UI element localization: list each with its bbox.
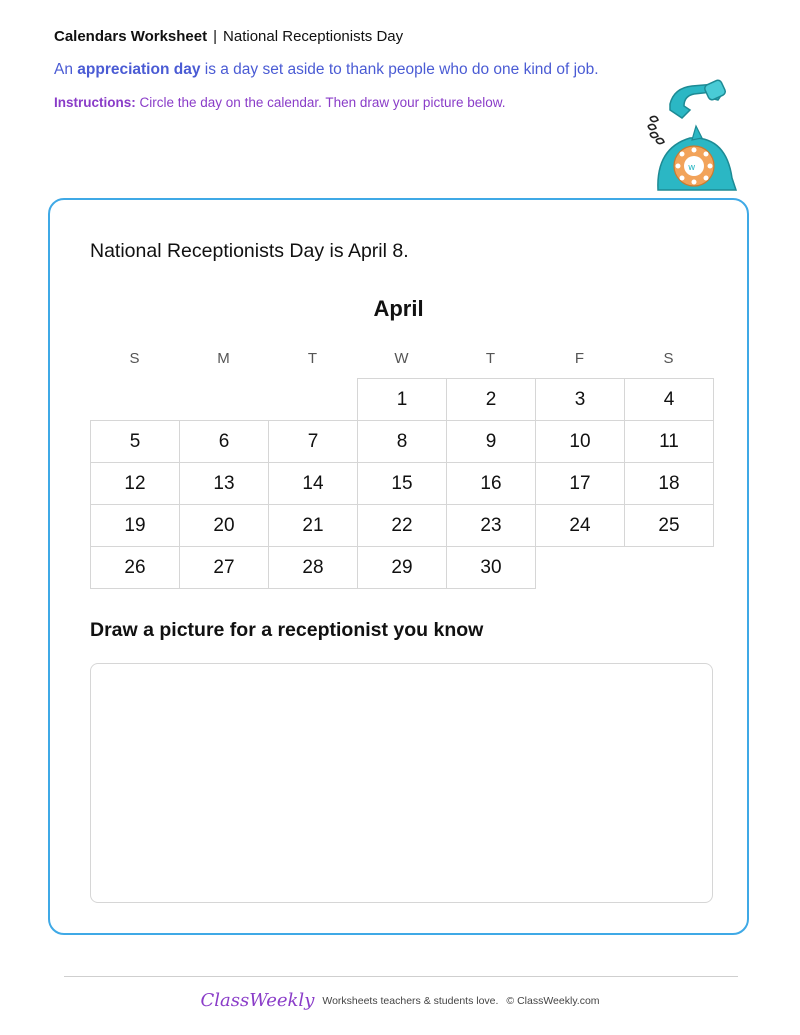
calendar-day[interactable]: 18 <box>624 462 714 505</box>
definition-term: appreciation day <box>77 61 201 78</box>
calendar-day[interactable]: 4 <box>624 378 714 421</box>
instructions <box>54 94 614 112</box>
footer <box>0 990 800 1011</box>
holiday-statement: National Receptionists Day is April 8. <box>90 240 409 262</box>
calendar-day[interactable]: 7 <box>268 420 358 463</box>
calendar-grid <box>90 378 713 588</box>
calendar-day[interactable]: 22 <box>357 504 447 547</box>
worksheet-card <box>48 198 749 935</box>
calendar-day[interactable]: 30 <box>446 546 536 589</box>
weekday-label: T <box>307 350 318 367</box>
worksheet-title <box>54 28 614 46</box>
instructions-text: Circle the day on the calendar. Then draw your picture below. <box>135 95 506 110</box>
calendar-day[interactable]: 28 <box>268 546 358 589</box>
weekday-label: M <box>217 350 230 367</box>
calendar-day[interactable]: 3 <box>535 378 625 421</box>
worksheet-header <box>54 28 614 112</box>
calendar-day[interactable]: 16 <box>446 462 536 505</box>
calendar-day[interactable]: 14 <box>268 462 358 505</box>
calendar-day[interactable]: 29 <box>357 546 447 589</box>
worksheet-type: Calendars Worksheet <box>54 28 208 45</box>
footer-divider <box>64 976 738 977</box>
calendar-day[interactable]: 10 <box>535 420 625 463</box>
weekday-label: T <box>485 350 496 367</box>
weekday-label: S <box>663 350 674 367</box>
calendar-day[interactable]: 5 <box>90 420 180 463</box>
weekday-label: F <box>574 350 585 367</box>
definition-post: is a day set aside to thank people who do one kind of job. <box>200 61 599 78</box>
calendar-day[interactable]: 25 <box>624 504 714 547</box>
calendar-day[interactable]: 19 <box>90 504 180 547</box>
rotary-telephone-icon <box>630 78 750 198</box>
calendar-day[interactable]: 17 <box>535 462 625 505</box>
calendar-day[interactable]: 1 <box>357 378 447 421</box>
instructions-label: Instructions: <box>54 95 136 110</box>
definition-text <box>54 58 614 82</box>
calendar-empty-cell <box>179 378 269 421</box>
calendar-empty-cell <box>268 378 358 421</box>
calendar-day[interactable]: 12 <box>90 462 180 505</box>
calendar-day[interactable]: 13 <box>179 462 269 505</box>
definition-pre: An <box>54 61 78 78</box>
draw-heading: Draw a picture for a receptionist you know <box>90 619 484 641</box>
calendar-day[interactable]: 24 <box>535 504 625 547</box>
weekday-label: S <box>129 350 140 367</box>
calendar-day[interactable]: 27 <box>179 546 269 589</box>
drawing-area[interactable] <box>90 663 713 903</box>
title-separator: | <box>213 28 218 45</box>
weekday-label: W <box>394 350 409 367</box>
footer-tagline: Worksheets teachers & students love. <box>322 995 499 1007</box>
calendar-empty-cell <box>90 378 180 421</box>
calendar-month: April <box>373 296 424 321</box>
calendar-day[interactable]: 9 <box>446 420 536 463</box>
calendar-day[interactable]: 20 <box>179 504 269 547</box>
worksheet-topic: National Receptionists Day <box>223 28 404 45</box>
calendar-day[interactable]: 26 <box>90 546 180 589</box>
brand-logo: ClassWeekly <box>200 990 315 1011</box>
calendar-day[interactable]: 21 <box>268 504 358 547</box>
calendar-day[interactable]: 15 <box>357 462 447 505</box>
calendar-day[interactable]: 23 <box>446 504 536 547</box>
weekday-header <box>90 350 714 370</box>
footer-copyright: © ClassWeekly.com <box>506 995 600 1007</box>
calendar-day[interactable]: 11 <box>624 420 714 463</box>
calendar-day[interactable]: 6 <box>179 420 269 463</box>
calendar-day[interactable]: 8 <box>357 420 447 463</box>
calendar-day[interactable]: 2 <box>446 378 536 421</box>
svg-text:w: w <box>688 163 696 173</box>
